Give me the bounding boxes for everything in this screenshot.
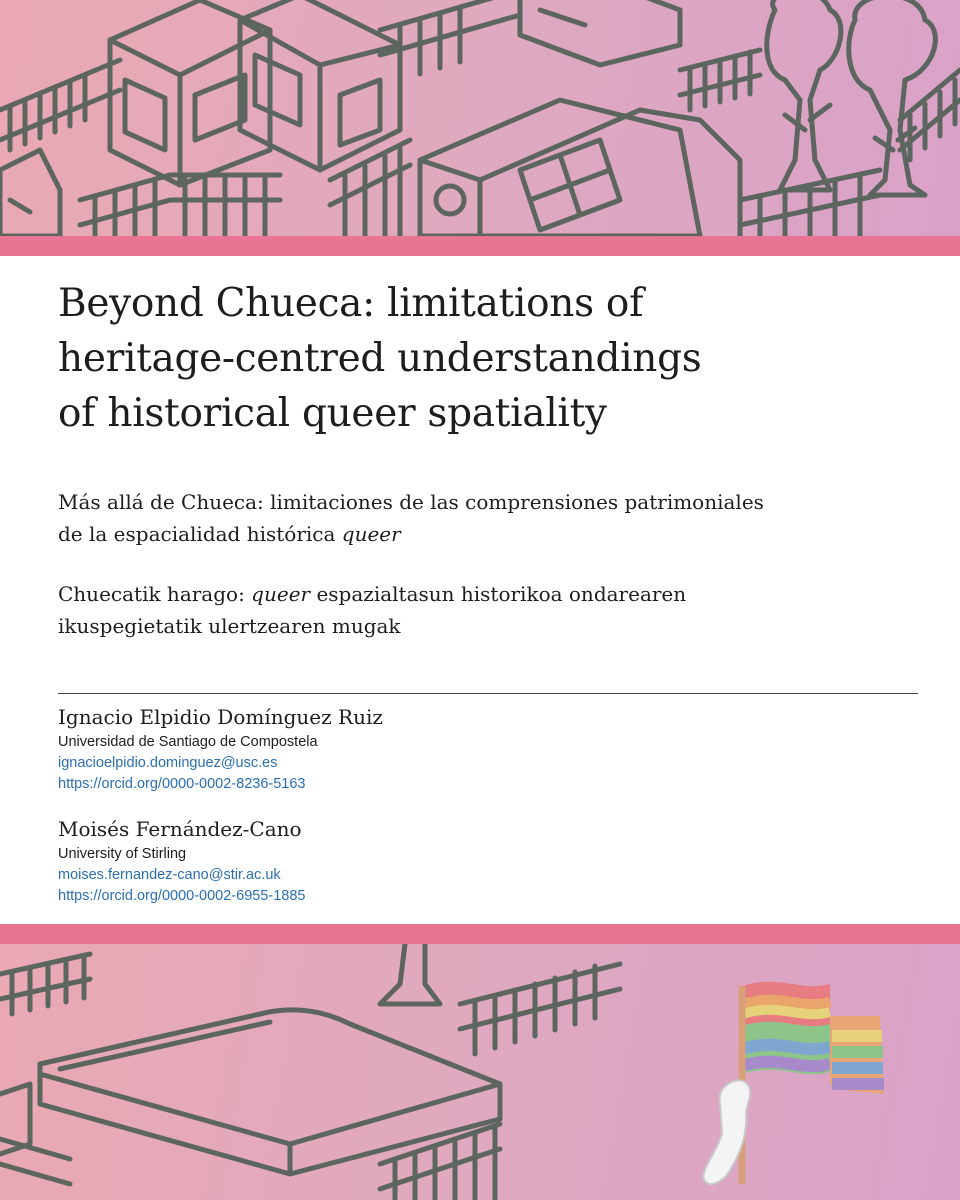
bottom-illustration-band xyxy=(0,944,960,1200)
author-name: Moisés Fernández-Cano xyxy=(58,817,302,841)
author-orcid-link[interactable]: https://orcid.org/0000-0002-6955-1885 xyxy=(58,888,306,904)
author-name: Ignacio Elpidio Domínguez Ruiz xyxy=(58,705,383,729)
basque-title xyxy=(58,578,918,642)
title-line: Beyond Chueca: limitations of xyxy=(58,281,644,326)
author-email-link[interactable]: ignacioelpidio.dominguez@usc.es xyxy=(58,755,278,771)
spanish-title xyxy=(58,486,918,550)
basque-title-prefix: Chuecatik harago: xyxy=(58,582,252,606)
tree-icon xyxy=(849,0,936,195)
rainbow-flag-icon xyxy=(742,982,884,1184)
author-affiliation: Universidad de Santiago de Compostela xyxy=(58,734,318,750)
bottom-accent-stripe xyxy=(0,924,960,944)
spanish-title-italic: queer xyxy=(341,522,401,546)
author-block xyxy=(58,702,758,795)
divider xyxy=(58,693,918,694)
house-icon xyxy=(110,0,270,185)
article-header xyxy=(0,256,960,924)
house-icon xyxy=(0,150,60,236)
article-title xyxy=(58,276,918,441)
top-illustration xyxy=(0,0,960,236)
house-icon xyxy=(420,100,740,236)
bottom-illustration xyxy=(0,944,960,1200)
tree-icon xyxy=(380,944,440,1004)
fence-icon xyxy=(740,170,880,236)
basque-title-italic: queer xyxy=(251,582,311,606)
author-email-link[interactable]: moises.fernandez-cano@stir.ac.uk xyxy=(58,867,281,883)
basque-title-suffix: espazialtasun historikoa ondarearen xyxy=(310,582,687,606)
house-icon xyxy=(520,0,680,65)
fence-icon xyxy=(0,964,620,1200)
fence-icon xyxy=(80,140,410,236)
spanish-title-line: de la espacialidad histórica xyxy=(58,522,342,546)
author-orcid-link[interactable]: https://orcid.org/0000-0002-8236-5163 xyxy=(58,776,306,792)
author-affiliation: University of Stirling xyxy=(58,846,187,862)
author-block xyxy=(58,814,758,907)
tree-icon xyxy=(767,0,841,190)
title-line: heritage-centred understandings xyxy=(58,336,702,381)
spanish-title-line: Más allá de Chueca: limitaciones de las comprensiones patrimoniales xyxy=(58,490,764,514)
title-line: of historical queer spatiality xyxy=(58,391,607,436)
top-accent-stripe xyxy=(0,236,960,256)
fence-icon xyxy=(0,0,520,150)
top-illustration-band xyxy=(0,0,960,236)
basque-title-line: ikuspegietatik ulertzearen mugak xyxy=(58,614,401,638)
